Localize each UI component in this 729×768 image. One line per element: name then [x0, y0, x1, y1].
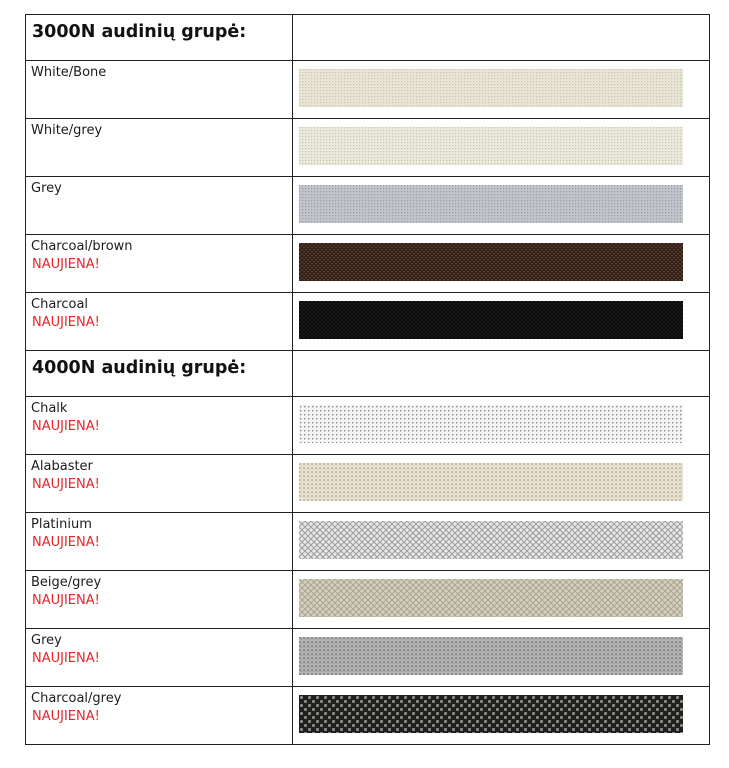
fabric-swatch-cell [293, 687, 710, 745]
fabric-swatch-cell [293, 61, 710, 119]
fabric-catalog [25, 14, 708, 745]
fabric-swatch-fill [299, 521, 683, 559]
fabric-name: Charcoal [31, 297, 89, 312]
group-title-cell [26, 351, 293, 397]
fabric-row [26, 119, 710, 177]
fabric-swatch [299, 405, 683, 443]
fabric-label-cell [26, 397, 293, 455]
fabric-swatch [299, 243, 683, 281]
fabric-name: Beige/grey [31, 575, 102, 590]
fabric-row [26, 235, 710, 293]
fabric-label-cell [26, 235, 293, 293]
fabric-swatch-fill [299, 69, 683, 107]
fabric-swatch-cell [293, 629, 710, 687]
fabric-swatch-fill [299, 243, 683, 281]
fabric-label-cell [26, 61, 293, 119]
fabric-swatch-fill [299, 695, 683, 733]
group-title: 3000N audinių grupė: [32, 22, 247, 42]
fabric-label-cell [26, 293, 293, 351]
fabric-swatch-cell [293, 119, 710, 177]
group-empty-cell [293, 351, 710, 397]
fabric-swatch [299, 185, 683, 223]
fabric-swatch [299, 579, 683, 617]
fabric-name: Grey [31, 181, 62, 196]
fabric-row [26, 177, 710, 235]
fabric-swatch-fill [299, 579, 683, 617]
fabric-swatch-cell [293, 397, 710, 455]
fabric-swatch [299, 637, 683, 675]
fabric-label-cell [26, 177, 293, 235]
fabric-row [26, 397, 710, 455]
fabric-swatch-fill [299, 185, 683, 223]
fabric-label-cell [26, 629, 293, 687]
group-title-cell [26, 15, 293, 61]
group-header-row [26, 351, 710, 397]
new-badge: NAUJIENA! [32, 535, 100, 550]
fabric-swatch-cell [293, 235, 710, 293]
fabric-swatch [299, 69, 683, 107]
fabric-label-cell [26, 571, 293, 629]
fabric-swatch-fill [299, 301, 683, 339]
fabric-name: Alabaster [31, 459, 93, 474]
new-badge: NAUJIENA! [32, 651, 100, 666]
new-badge: NAUJIENA! [32, 593, 100, 608]
fabric-swatch [299, 301, 683, 339]
fabric-swatch-fill [299, 463, 683, 501]
fabric-row [26, 629, 710, 687]
fabric-row [26, 513, 710, 571]
new-badge: NAUJIENA! [32, 477, 100, 492]
group-title: 4000N audinių grupė: [32, 358, 247, 378]
fabric-row [26, 687, 710, 745]
fabric-swatch-fill [299, 637, 683, 675]
fabric-table [25, 14, 710, 745]
fabric-name: Grey [31, 633, 62, 648]
fabric-table-body [26, 15, 710, 745]
fabric-row [26, 455, 710, 513]
fabric-row [26, 293, 710, 351]
fabric-name: Platinium [31, 517, 92, 532]
fabric-row [26, 571, 710, 629]
new-badge: NAUJIENA! [32, 257, 100, 272]
fabric-swatch-cell [293, 177, 710, 235]
fabric-swatch-cell [293, 513, 710, 571]
fabric-swatch-fill [299, 127, 683, 165]
fabric-swatch [299, 521, 683, 559]
fabric-swatch [299, 463, 683, 501]
fabric-label-cell [26, 119, 293, 177]
fabric-name: Chalk [31, 401, 68, 416]
fabric-swatch [299, 695, 683, 733]
fabric-label-cell [26, 513, 293, 571]
new-badge: NAUJIENA! [32, 419, 100, 434]
fabric-swatch-cell [293, 455, 710, 513]
fabric-swatch-fill [299, 405, 683, 443]
fabric-swatch-cell [293, 571, 710, 629]
new-badge: NAUJIENA! [32, 315, 100, 330]
new-badge: NAUJIENA! [32, 709, 100, 724]
fabric-name: White/grey [31, 123, 103, 138]
fabric-name: White/Bone [31, 65, 107, 80]
fabric-swatch [299, 127, 683, 165]
group-empty-cell [293, 15, 710, 61]
fabric-swatch-cell [293, 293, 710, 351]
fabric-row [26, 61, 710, 119]
fabric-label-cell [26, 687, 293, 745]
group-header-row [26, 15, 710, 61]
fabric-name: Charcoal/grey [31, 691, 122, 706]
fabric-label-cell [26, 455, 293, 513]
fabric-name: Charcoal/brown [31, 239, 133, 254]
